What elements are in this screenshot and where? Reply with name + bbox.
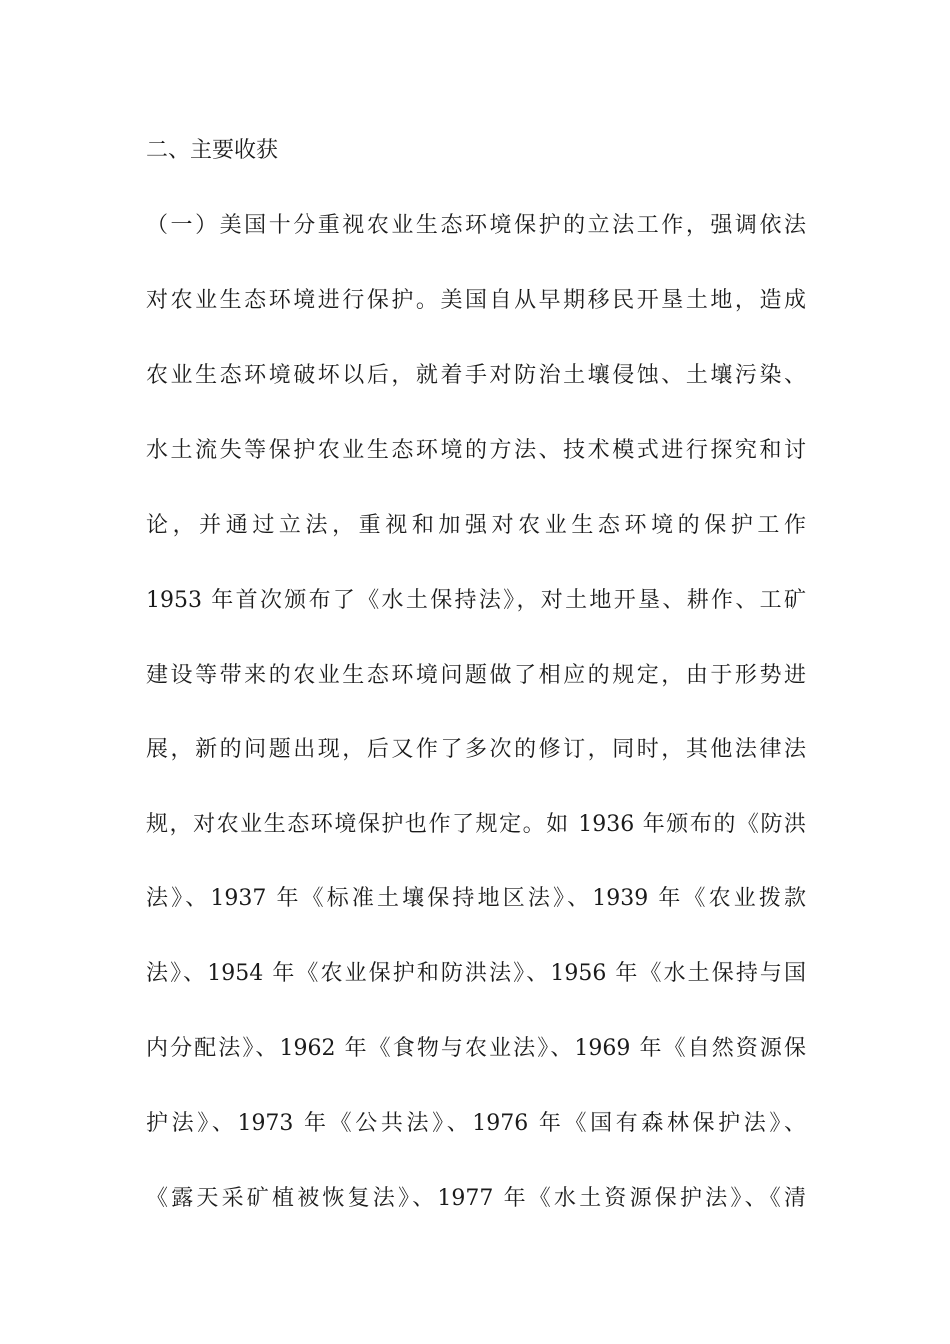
paragraph-line: 法》、1954 年《农业保护和防洪法》、1956 年《水土保持与国: [146, 961, 806, 986]
paragraph-line: 农业生态环境破坏以后，就着手对防治土壤侵蚀、土壤污染、: [146, 363, 806, 388]
paragraph-line: 《露天采矿植被恢复法》、1977 年《水土资源保护法》、《清: [146, 1186, 806, 1211]
paragraph-line: 法》、1937 年《标准土壤保持地区法》、1939 年《农业拨款: [146, 886, 806, 911]
section-heading: 二、主要收获: [146, 138, 279, 163]
paragraph-line: 建设等带来的农业生态环境问题做了相应的规定，由于形势进: [146, 663, 806, 688]
paragraph-line: 展，新的问题出现，后又作了多次的修订，同时，其他法律法: [146, 737, 806, 762]
paragraph-line: 护法》、1973 年《公共法》、1976 年《国有森林保护法》、: [146, 1111, 806, 1136]
paragraph-line: 水土流失等保护农业生态环境的方法、技术模式进行探究和讨: [146, 438, 806, 463]
paragraph-line: 规，对农业生态环境保护也作了规定。如 1936 年颁布的《防洪: [146, 812, 806, 837]
paragraph-line: 内分配法》、1962 年《食物与农业法》、1969 年《自然资源保: [146, 1036, 806, 1061]
paragraph-line: （一）美国十分重视农业生态环境保护的立法工作，强调依法: [146, 213, 806, 238]
paragraph-line: 1953 年首次颁布了《水土保持法》，对土地开垦、耕作、工矿: [146, 588, 806, 613]
paragraph-line: 对农业生态环境进行保护。美国自从早期移民开垦土地，造成: [146, 288, 806, 313]
paragraph-line: 论，并通过立法，重视和加强对农业生态环境的保护工作: [146, 513, 806, 538]
